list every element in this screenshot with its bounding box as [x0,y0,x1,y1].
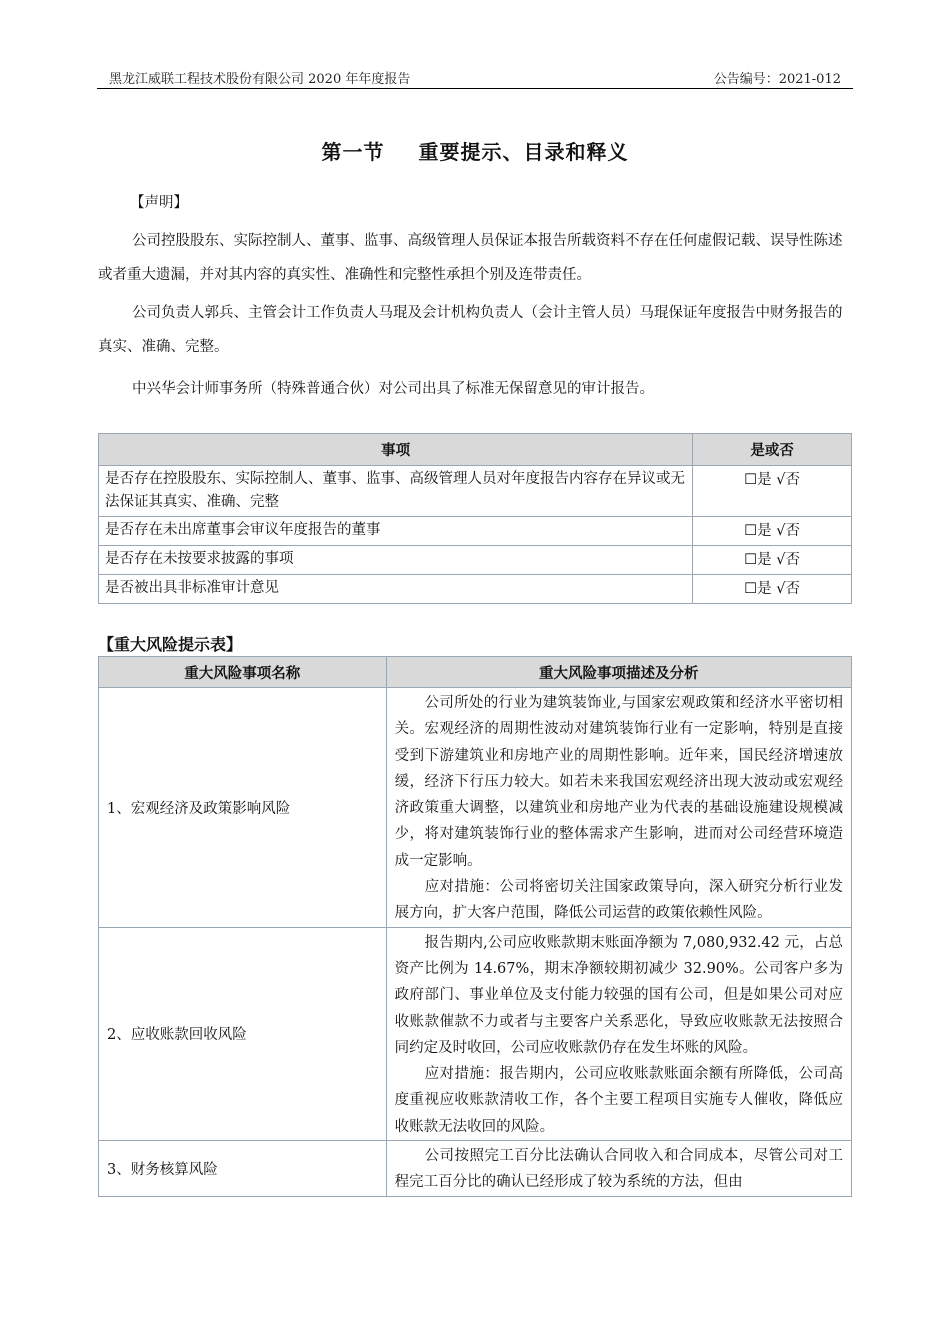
risk-name: 3、财务核算风险 [99,1141,387,1197]
section-number: 第一节 [321,140,385,164]
matter-answer: ☐是 √否 [693,517,852,546]
statement-paragraph-2: 公司负责人郭兵、主管会计工作负责人马琨及会计机构负责人（会计主管人员）马琨保证年度报告中财务报告的真实、准确、完整。 [98,305,843,355]
header-company-report: 黑龙江威联工程技术股份有限公司 2020 年年度报告 [109,72,411,87]
matter-answer: ☐是 √否 [693,466,852,517]
matter-item: 是否存在未出席董事会审议年度报告的董事 [99,517,693,546]
matter-item: 是否存在控股股东、实际控制人、董事、监事、高级管理人员对年度报告内容存在异议或无法保证其真实、准确、完整 [99,466,693,517]
table-row [99,1141,852,1197]
risk-header-description: 重大风险事项描述及分析 [386,657,851,688]
risk-countermeasure-text: 应对措施：报告期内，公司应收账款账面余额有所降低，公司高度重视应收账款清收工作，各个主要工程项目实施专人催收，降低应收账款无法收回的风险。 [394,1066,843,1135]
risk-table-header [99,657,852,688]
risk-analysis-text: 报告期内,公司应收账款期末账面净额为 7,080,932.42 元，占总资产比例为 14.67%，期末净额较期初减少 32.90%。公司客户多为政府部门、事业单位及支付能力较强的国有公司，但是如果公司对应收账款催款不力或者与主要客户关系恶化，导致应收账款无法按照合同约定及时收回，公司应收账款仍存在发生坏账的风险。 [394,934,843,1056]
statement-paragraph-3: 中兴华会计师事务所（特殊普通合伙）对公司出具了标准无保留意见的审计报告。 [132,381,654,397]
section-title [0,136,950,165]
risk-description [386,688,851,928]
matters-table [98,433,852,604]
table-row [99,688,852,928]
matter-answer: ☐是 √否 [693,575,852,604]
risk-header-name: 重大风险事项名称 [99,657,387,688]
table-row [99,466,852,517]
matters-table-header [99,434,852,466]
table-row [99,517,852,546]
table-row [99,927,852,1140]
matter-item: 是否存在未按要求披露的事项 [99,546,693,575]
matter-item: 是否被出具非标准审计意见 [99,575,693,604]
page-header [97,66,853,89]
statement-paragraph-1: 公司控股股东、实际控制人、董事、监事、高级管理人员保证本报告所载资料不存在任何虚假记载、误导性陈述或者重大遗漏，并对其内容的真实性、准确性和完整性承担个别及连带责任。 [98,233,843,283]
header-announcement-number: 公告编号：2021-012 [713,72,841,87]
section-heading: 重要提示、目录和释义 [418,140,629,164]
statement-heading: 【声明】 [130,195,188,211]
risk-description [386,1141,851,1197]
risk-analysis-text: 公司按照完工百分比法确认合同收入和合同成本，尽管公司对工程完工百分比的确认已经形成了较为系统的方法，但由 [394,1148,843,1191]
matters-header-item: 事项 [99,434,693,466]
risk-countermeasure-text: 应对措施：公司将密切关注国家政策导向，深入研究分析行业发展方向，扩大客户范围，降低公司运营的政策依赖性风险。 [394,879,843,922]
table-row [99,575,852,604]
matters-header-answer: 是或否 [693,434,852,466]
matter-answer: ☐是 √否 [693,546,852,575]
risk-name: 1、宏观经济及政策影响风险 [99,688,387,928]
risk-name: 2、应收账款回收风险 [99,927,387,1140]
risk-table [98,656,852,1197]
table-row [99,546,852,575]
risk-analysis-text: 公司所处的行业为建筑装饰业,与国家宏观政策和经济水平密切相关。宏观经济的周期性波动对建筑装饰行业有一定影响，特别是直接受到下游建筑业和房地产业的周期性影响。近年来，国民经济增速放缓，经济下行压力较大。如若未来我国宏观经济出现大波动或宏观经济政策重大调整，以建筑业和房地产业为代表的基础设施建设规模减少，将对建筑装饰行业的整体需求产生影响，进而对公司经营环境造成一定影响。 [394,695,843,869]
risk-description [386,927,851,1140]
risk-table-title: 【重大风险提示表】 [98,635,243,654]
